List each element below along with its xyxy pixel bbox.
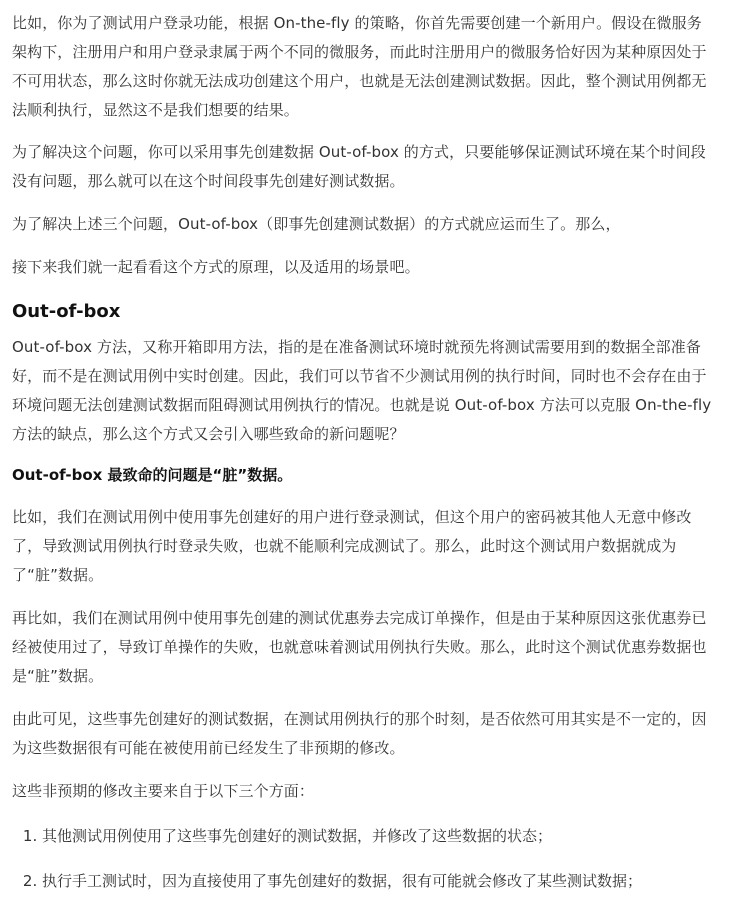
- list-item: 1. 其他测试用例使用了这些事先创建好的测试数据，并修改了这些数据的状态；: [42, 822, 715, 851]
- paragraph-out-of-box-solution: 为了解决这个问题，你可以采用事先创建数据 Out-of-box 的方式，只要能够保证测试环境在某个时间段没有问题，那么就可以在这个时间段事先创建好测试数据。: [12, 143, 706, 190]
- paragraph-principle-lead: 接下来我们就一起看看这个方式的原理，以及适用的场景吧。: [12, 258, 420, 276]
- section-heading-out-of-box: Out-of-box: [12, 301, 121, 322]
- paragraph-dirty-user-example: 比如，我们在测试用例中使用事先创建好的用户进行登录测试，但这个用户的密码被其他人无意中修改了，导致测试用例执行时登录失败，也就不能顺利完成测试了。那么，此时这个测试用户数据就成为了“脏”数据。: [12, 508, 692, 584]
- paragraph-on-the-fly-example: 比如，你为了测试用户登录功能，根据 On-the-fly 的策略，你首先需要创建一个新用户。假设在微服务架构下，注册用户和用户登录隶属于两个不同的微服务，而此时注册用户的微服务恰好因为某种原因处于不可用状态，那么这时你就无法成功创建这个用户，也就是无法创建测试数据。因此，整个测试用例都无法顺利执行，显然这不是我们想要的结果。: [12, 14, 707, 119]
- paragraph-dirty-coupon-example: 再比如，我们在测试用例中使用事先创建的测试优惠券去完成订单操作，但是由于某种原因这张优惠券已经被使用过了，导致订单操作的失败，也就意味着测试用例执行失败。那么，此时这个测试优惠券数据也是“脏”数据。: [12, 609, 707, 685]
- paragraph-unexpected-modification: 由此可见，这些事先创建好的测试数据，在测试用例执行的那个时刻，是否依然可用其实是不一定的，因为这些数据很有可能在被使用前已经发生了非预期的修改。: [12, 710, 707, 757]
- reasons-list: [12, 822, 715, 896]
- paragraph-out-of-box-intro: 为了解决上述三个问题，Out-of-box（即事先创建测试数据）的方式就应运而生了。那么，: [12, 215, 621, 233]
- bold-statement-dirty-data: Out-of-box 最致命的问题是“脏”数据。: [12, 466, 293, 484]
- list-item: 2. 执行手工测试时，因为直接使用了事先创建好的数据，很有可能就会修改了某些测试数据；: [42, 867, 715, 896]
- paragraph-three-sources: 这些非预期的修改主要来自于以下三个方面：: [12, 782, 315, 800]
- paragraph-out-of-box-definition: Out-of-box 方法，又称开箱即用方法，指的是在准备测试环境时就预先将测试需要用到的数据全部准备好，而不是在测试用例中实时创建。因此，我们可以节省不少测试用例的执行时间，同时也不会存在由于环境问题无法创建测试数据而阻碍测试用例执行的情况。也就是说 Out-of-box 方法可以克服 On-the-fly 方法的缺点，那么这个方式又会引入哪些致命的新问题呢？: [12, 338, 712, 443]
